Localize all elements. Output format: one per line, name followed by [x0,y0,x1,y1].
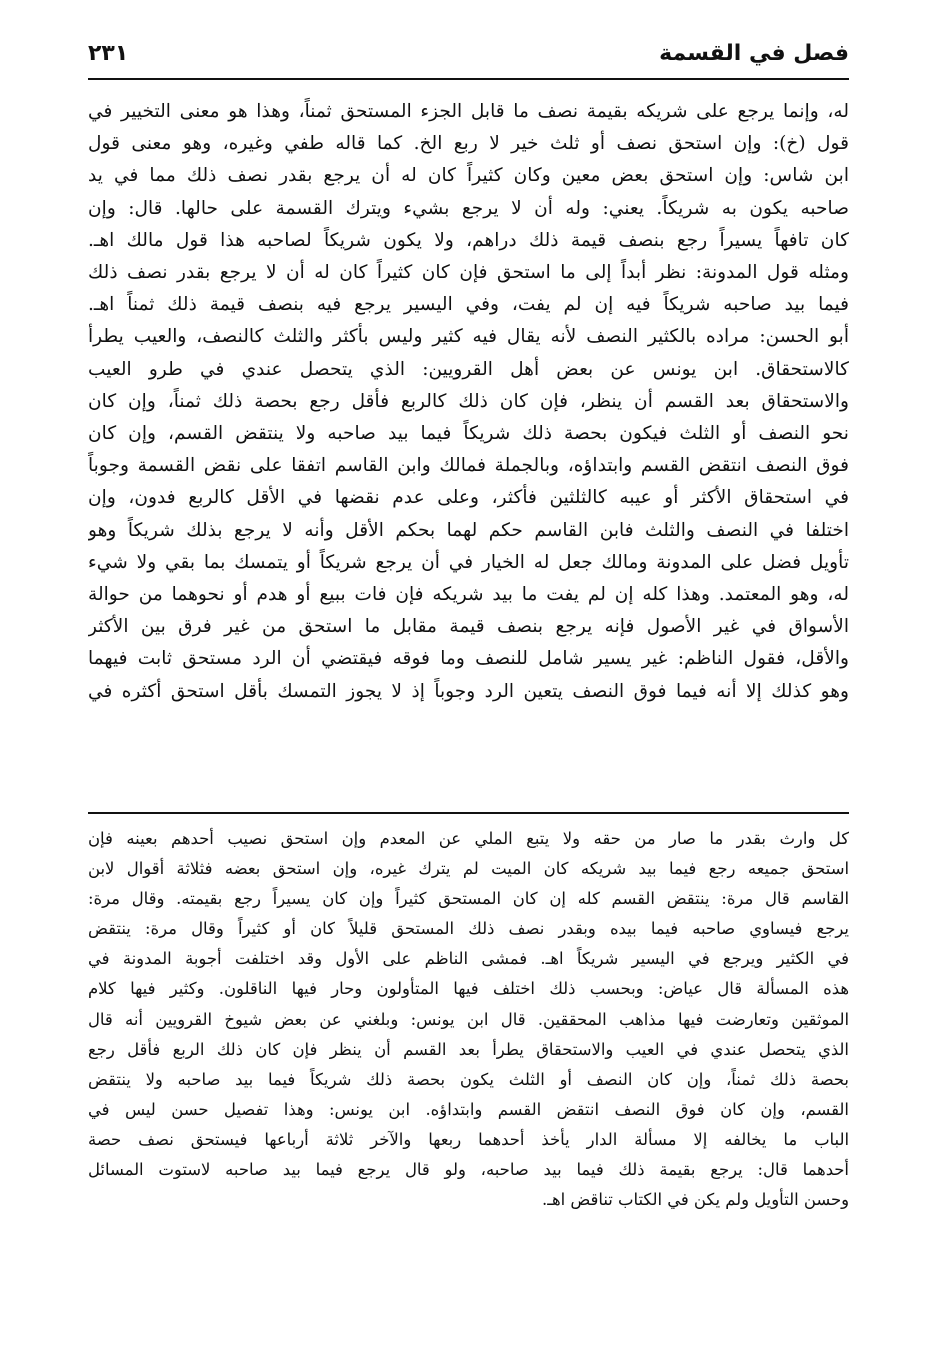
main-line: في استحقاق الأكثر أو عيبه كالثلثين فأكثر، وعلى عدم نقضها في الأقل كالربع فدون، وإن [88,487,849,509]
main-line: فوق النصف انتقض القسم وابتداؤه، وبالجملة فمالك وابن القاسم اتفقا على نقض القسمة وجوباً [88,455,849,477]
main-line: قول (خ): وإن استحق نصف أو ثلث خير لا ربع الخ. كما قاله طفي وغيره، وهو معنى قول [88,133,849,155]
footnote-rule [88,812,849,814]
footnote-line: هذه المسألة قال عياض: وبحسب ذلك اختلف فيها المتأولون وحار فيها الناقلون. وكثير فيها كلام [88,979,849,999]
footnote-line: كل وارث بقدر ما صار من حقه ولا يتبع الملي عن المعدم وإن استحق نصيب أحدهم بعينه فإن [88,829,849,848]
footnote-line: أحدهما قال: يرجع بقيمة ذلك فيما بيد صاحبه، ولو قال يرجع فيما بيد صاحبه لاستوت المسائل [88,1160,849,1180]
main-line: صاحبه يكون به شريكاً. يعني: وله أن لا يرجع بشيء ويترك القسمة على حالها. قال: وإن [88,197,849,219]
main-line: نحو النصف أو الثلث فيكون بحصة ذلك شريكاً فيما بيد صاحبه ولا ينتقض القسم، وإن كان [88,423,849,445]
footnote-line: وحسن التأويل ولم يكن في الكتاب تناقض اهـ. [542,1190,849,1210]
main-line: تأويل فضل على المدونة ومالك جعل له الخيار في أن يرجع شريكاً أو يتمسك بما بقي ولا شيء [88,551,849,573]
main-line: وهو كذلك إلا أنه فيما فوق النصف يتعين الرد وجوباً إذ لا يجوز التمسك بأقل استحق أكثره في [88,680,849,702]
running-title: فصل في القسمة [659,41,849,66]
main-text [88,96,849,804]
main-line: ابن شاس: وإن استحق بعض معين وكان كثيراً كان له أن يرجع بقدر نصف ذلك مما في يد [88,165,849,187]
footnote-line: القاسم قال مرة: ينتقض القسم كله إن كان المستحق كثيراً وإن كان يسيراً رجع بقيمته. وقال مرة: [88,889,849,909]
footnote-line: الموثقين وتعارضت فيها مذاهب المحققين. قال ابن يونس: وبلغني عن بعض شيوخ القرويين أنه قال [88,1009,849,1029]
footnote-line: يرجع فيساوي صاحبه فيما بيده وبقدر نصف ذلك المستحق قليلاً كان أو كثيراً وقال مرة: ينتقض [88,919,849,939]
header-rule [88,78,849,80]
main-line: والاستحقاق بعد القسم أن ينظر، فإن كان ذلك كالربع فأقل رجع بحصة ذلك ثمناً، وإن كان [88,390,849,412]
main-line: له، وهو المعتمد. وهذا كله إن لم يفت ما بيد شريكه فإن فات ببيع أو هدم أو نحوهما من حوالة [88,584,849,606]
main-line: أبو الحسن: مراده بالكثير النصف لأنه يقال فيه كثير وليس بأكثر والثلث كالنصف، والعيب يطرأ [88,326,849,348]
footnote-line: استحق جميعه رجع فيما بيد شريكه كان الميت لم يترك غيره، وإن استحق بعضه فثلاثة أقوال لابن [88,859,849,879]
main-line: ومثله قول المدونة: نظر أبداً إلى ما استحق فإن كان كثيراً كان له أن لا يرجع بقدر نصف ذلك [88,262,849,284]
footnote-line: القسم، وإن كان فوق النصف انتقض القسم وابتداؤه. ابن يونس: وهذا تفصيل حسن ليس في [88,1099,849,1119]
footnote-line: الباب ما يخالفه إلا مسألة الدار يأخذ أحدهما ربعها والآخر ثلاثة أرباعها فيستحق نصف حصة [88,1129,849,1149]
main-line: فيما بيد صاحبه شريكاً فيه إن لم يفت، وفي اليسير يرجع فيه بنصف قيمة ذلك ثمناً اهـ. [88,294,849,316]
main-line: كان تافهاً يسيراً رجع بنصف قيمة ذلك دراهم، ولا يكون شريكاً لصاحبه هذا قول مالك اهـ. [88,229,849,251]
main-line: الأسواق في غير الأصول فإنه يرجع بنصف قيمة مقابل ما استحق من غير فرق بين الأكثر [88,616,849,638]
main-line: كالاستحقاق. ابن يونس عن بعض أهل القرويين: الذي يتحصل عندي في طرو العيب [88,358,849,380]
page-number: ٢٣١ [88,41,129,66]
footnote-line: الذي يتحصل عندي في العيب والاستحقاق يطرأ بعد القسم أن ينظر فإن كان ذلك الربع فأقل رجع [88,1039,849,1059]
footnote-line: في الكثير ويرجع في اليسير شريكاً اهـ. فمشى الناظم على الأول وقد اختلفت أجوبة المدونة في [88,949,849,969]
main-line: اختلفا في النصف والثلث فابن القاسم حكم لهما بحكم الأقل وأنه لا يرجع بذلك شريكاً وهو [88,519,849,541]
main-line: والأقل، فقول الناظم: غير يسير شامل للنصف وما فوقه فيقتضي أن الرد مستحق ثابت فيهما [88,648,849,670]
main-line: له، وإنما يرجع على شريكه بقيمة نصف ما قابل الجزء المستحق ثمناً، وهذا هو معنى التخيير في [88,101,849,122]
footnote-text [88,824,849,1304]
page-header [88,34,849,74]
footnote-line: بحصة ذلك ثمناً، وإن كان النصف أو الثلث يكون بحصة ذلك شريكاً فيما بيد صاحبه ولا ينتقض [88,1069,849,1089]
